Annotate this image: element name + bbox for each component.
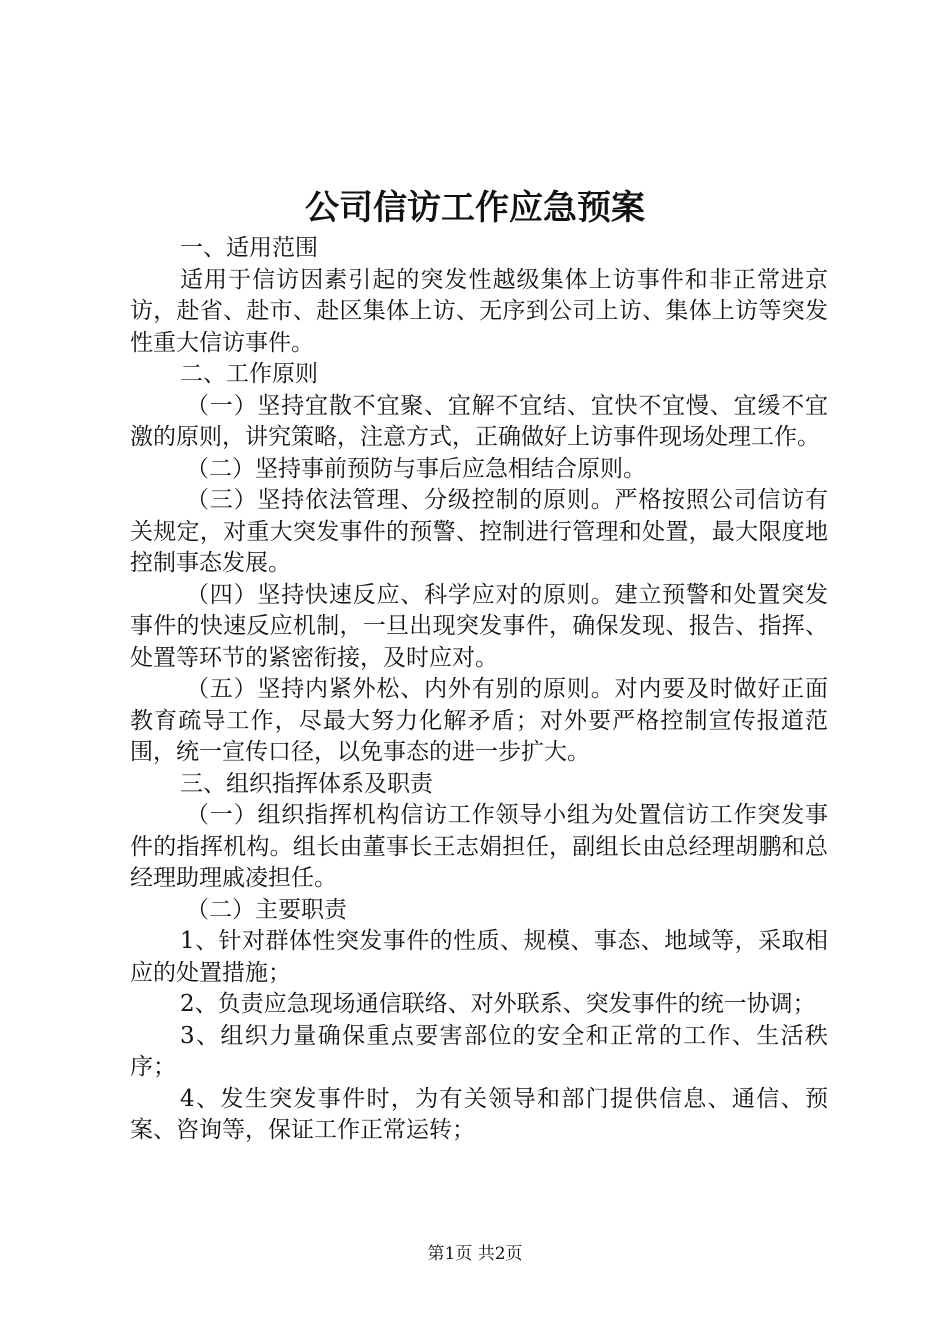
paragraph: （三）坚持依法管理、分级控制的原则。严格按照公司信访有关规定，对重大突发事件的预警、控制进行管理和处置，最大限度地控制事态发展。 bbox=[130, 487, 828, 576]
page-number: 第1页 共2页 bbox=[427, 1244, 523, 1264]
section-heading: 三、组织指挥体系及职责 bbox=[180, 770, 433, 797]
list-item: 3、组织力量确保重点要害部位的安全和正常的工作、生活秩序； bbox=[130, 1022, 828, 1080]
section-heading: 一、适用范围 bbox=[180, 235, 318, 261]
paragraph: （一）坚持宜散不宜聚、宜解不宜结、宜快不宜慢、宜缓不宜激的原则，讲究策略，注意方式，正确做好上访事件现场处理工作。 bbox=[130, 392, 828, 450]
document-body bbox=[130, 233, 828, 1147]
paragraph: （四）坚持快速反应、科学应对的原则。建立预警和处置突发事件的快速反应机制，一旦出现突发事件，确保发现、报告、指挥、处置等环节的紧密衔接，及时应对。 bbox=[130, 581, 828, 671]
paragraph: 适用于信访因素引起的突发性越级集体上访事件和非正常进京访，赴省、赴市、赴区集体上访、无序到公司上访、集体上访等突发性重大信访事件。 bbox=[130, 266, 828, 356]
page-footer bbox=[0, 1242, 950, 1266]
list-item: 1、针对群体性突发事件的性质、规模、事态、地域等，采取相应的处置措施； bbox=[130, 928, 828, 986]
list-item: 4、发生突发事件时，为有关领导和部门提供信息、通信、预案、咨询等，保证工作正常运转； bbox=[130, 1085, 828, 1143]
section-heading: 二、工作原则 bbox=[180, 361, 318, 387]
sub-heading: （二）主要职责 bbox=[186, 896, 347, 923]
paragraph: （五）坚持内紧外松、内外有别的原则。对内要及时做好正面教育疏导工作，尽最大努力化解矛盾；对外要严格控制宣传报道范围，统一宣传口径，以免事态的进一步扩大。 bbox=[130, 676, 828, 765]
list-item: 2、负责应急现场通信联络、对外联系、突发事件的统一协调； bbox=[180, 991, 816, 1017]
document-title: 公司信访工作应急预案 bbox=[305, 188, 645, 228]
paragraph: （二）坚持事前预防与事后应急相结合原则。 bbox=[186, 455, 646, 482]
paragraph: （一）组织指挥机构信访工作领导小组为处置信访工作突发事件的指挥机构。组长由董事长王志娟担任，副组长由总经理胡鹏和总经理助理戚凌担任。 bbox=[130, 802, 828, 891]
